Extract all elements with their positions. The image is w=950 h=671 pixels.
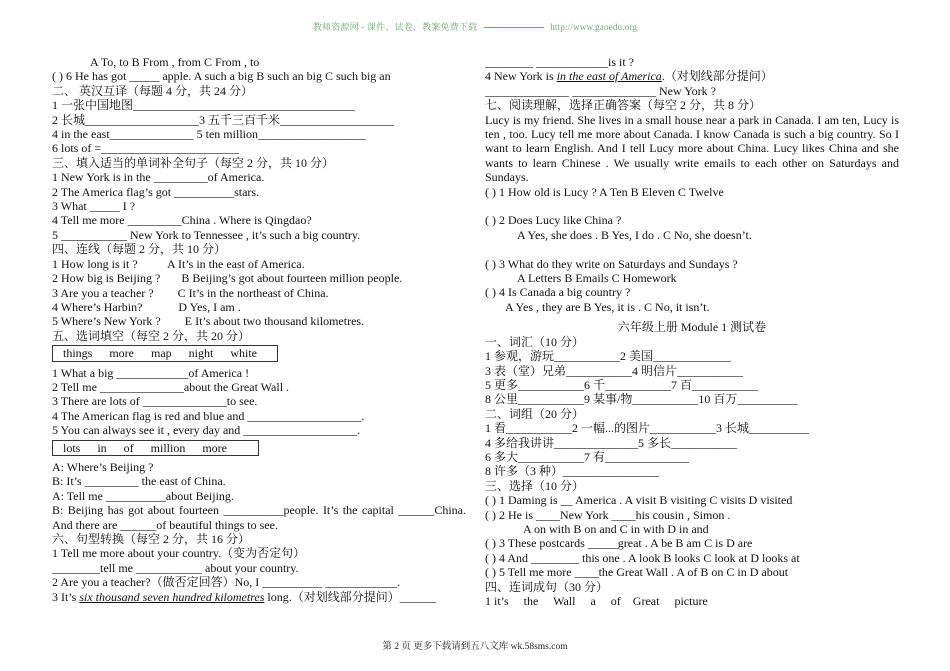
dialogue-line: A: Where’s Beijing ? [52,459,154,474]
header-site: 教师资源网 - 课件、试卷、教案免费下载 [312,22,478,32]
question-line: 4 多给我讲讲______________5 多长___________ [485,435,738,450]
question-line: 2 Tell me ______________about the Great Wall . [52,379,290,394]
question-line: 5 You can always see it , every day and ___________________. [52,423,361,438]
question-line: 2 长城___________________3 五千三百千米___________________ [52,112,395,127]
question-line: 4 Tell me more _________China . Where is Qingdao? [52,213,312,228]
question-line: 1 What a big ____________of America ! [52,365,250,380]
question-line: 1 New York is in the _________of America. [52,170,265,185]
section-heading: 一、词汇（10 分） [485,334,585,349]
question-line: 2 The America flag’s got __________stars. [52,184,260,199]
question-line [485,69,899,83]
question-line: ( ) 3 These postcards _____great . A be B am C is D are [485,536,753,551]
match-line: 4 Where’s Harbin? D Yes, I am . [52,299,241,314]
question-options: A To, to B From , from C From , to [90,55,260,69]
question-line: ( ) 2 He is ____New York ____his cousin , Simon . [485,507,731,522]
reading-options: A Yes, she does . B Yes, I do . C No, she doesn’t. [517,227,752,242]
match-line: 3 Are you a teacher ? C It’s in the northeast of China. [52,285,329,300]
reading-question: ( ) 2 Does Lucy like China ? [485,213,622,228]
question-line: 5 ___________ New York to Tennessee , it’s such a big country. [52,227,361,242]
reading-question: ( ) 1 How old is Lucy ? A Ten B Eleven C Twelve [485,184,724,199]
header-url[interactable]: http://www.gaoedu.org [550,22,638,32]
section-heading: 四、连词成句（30 分） [485,579,609,594]
question-line: 4 in the east______________ 5 ten million__________________ [52,127,366,142]
question-line: 1 Tell me more about your country.（变为否定句） [52,546,306,561]
question-line: 6 lots of =_______________________ [52,141,240,156]
question-text: 4 New York is [485,69,557,84]
section-heading: 二、词组（20 分） [485,406,585,421]
question-line: 8 公里___________9 某事/物___________10 百万__________ [485,392,798,407]
question-line: ( ) 1 Daming is __ America . A visit B visiting C visits D visited [485,493,793,508]
question-line: ( ) 4 And ________ this one . A look B looks C look at D looks at [485,550,800,565]
page-footer: 第 2 页 更多下载请到五八文库 wk.58sms.com [382,642,568,652]
section-heading: 三、选择（10 分） [485,478,585,493]
question-line: 6 多大___________7 有______________ [485,449,690,464]
match-line: 5 Where’s New York ? E It’s about two thousand kilometres. [52,314,365,329]
match-line: 2 How big is Beijing ? B Beijing’s got about fourteen million people. [52,271,403,286]
question-text: 3 It’s [52,589,80,604]
underlined-phrase: in the east of America [556,69,662,84]
question-line: 1 一张中国地图_____________________________________ [52,98,356,113]
question-line: ________ ____________is it ? [485,55,634,69]
section-heading: 二、 英汉互译（每题 4 分，共 24 分） [52,83,254,98]
question-line: 3 表（堂）兄弟___________4 明信片___________ [485,363,744,378]
question-line: ______________ ______________ New York ? [485,83,716,98]
question-options: A on with B on and C in with D in and [523,521,709,536]
question-line: ( ) 5 Tell me more ____the Great Wall . A of B on C in D about [485,565,789,580]
question-text: long.（对划线部分提问）______ [264,589,436,604]
section-heading: 四、连线（每题 2 分，共 10 分） [52,242,227,257]
reading-passage: Lucy is my friend. She lives in a small house near a park in Canada. I am ten, Lucy is ten , too. Lucy tell me more about Canada. I know Canada is such a big country. So I want to learn English. And I tell Lucy more about China. Lucy likes China and she wants to learn Chinese . We usually write emails to each other on Saturdays and Sundays. [485,112,899,185]
dialogue-paragraph: B: Beijing has got about fourteen __________people. It’s the capital ______China. And there are ______of beautiful things to see. [52,503,466,532]
question-line: 1 it’s the Wall a of Great picture [485,594,708,608]
section-heading: 五、选词填空（每空 2 分，共 20 分） [52,328,251,343]
question-line: 4 The American flag is red and blue and ___________________. [52,408,365,423]
left-column [52,55,466,604]
header-rule [484,27,544,28]
page-header [0,20,950,33]
reading-question: ( ) 3 What do they write on Saturdays and Sundays ? [485,256,738,271]
question-line: ( ) 6 He has got _____ apple. A such a big B such an big C such big an [52,69,391,84]
reading-options: A Yes , they are B Yes, it is . C No, it isn’t. [505,299,710,314]
section-heading: 七、阅读理解，选择正确答案（每空 2 分，共 8 分） [485,98,762,113]
word-bank-box: lots in of million more [52,440,259,456]
reading-options: A Letters B Emails C Homework [517,271,677,286]
dialogue-line: A: Tell me __________about Beijing. [52,488,234,503]
section-heading: 六、句型转换（每空 2 分，共 16 分） [52,532,251,546]
reading-question: ( ) 4 Is Canada a big country ? [485,285,631,300]
question-text: .（对划线部分提问） [661,69,773,84]
match-line: 1 How long is it ? A It’s in the east of America. [52,256,305,271]
question-line: 1 看___________2 一幅...的图片___________3 长城__________ [485,421,810,436]
spacer [485,199,899,213]
question-line: 3 There are lots of ______________to see. [52,394,258,409]
word-bank-box: things more map night white [52,345,278,361]
question-line: 3 What _____ I ? [52,199,136,214]
question-line: ________tell me ___________ about your country. [52,560,299,575]
section-heading: 三、填入适当的单词补全句子（每空 2 分，共 10 分） [52,155,335,170]
dialogue-line: B: It’s _________ the east of China. [52,474,226,489]
spacer [485,242,899,256]
question-line: 5 更多___________6 千___________7 百___________ [485,377,759,392]
right-column [485,55,899,608]
underlined-phrase: six thousand seven hundred kilometres [79,589,265,604]
test-title: 六年级上册 Module 1 测试卷 [617,320,767,335]
question-line: 8 许多（3 种）________________ [485,464,660,479]
question-line [52,590,466,604]
question-line: 1 参观，游玩___________2 美国_____________ [485,349,732,364]
question-line: 2 Are you a teacher?（做否定回答）No, I __________ ____________. [52,575,401,590]
